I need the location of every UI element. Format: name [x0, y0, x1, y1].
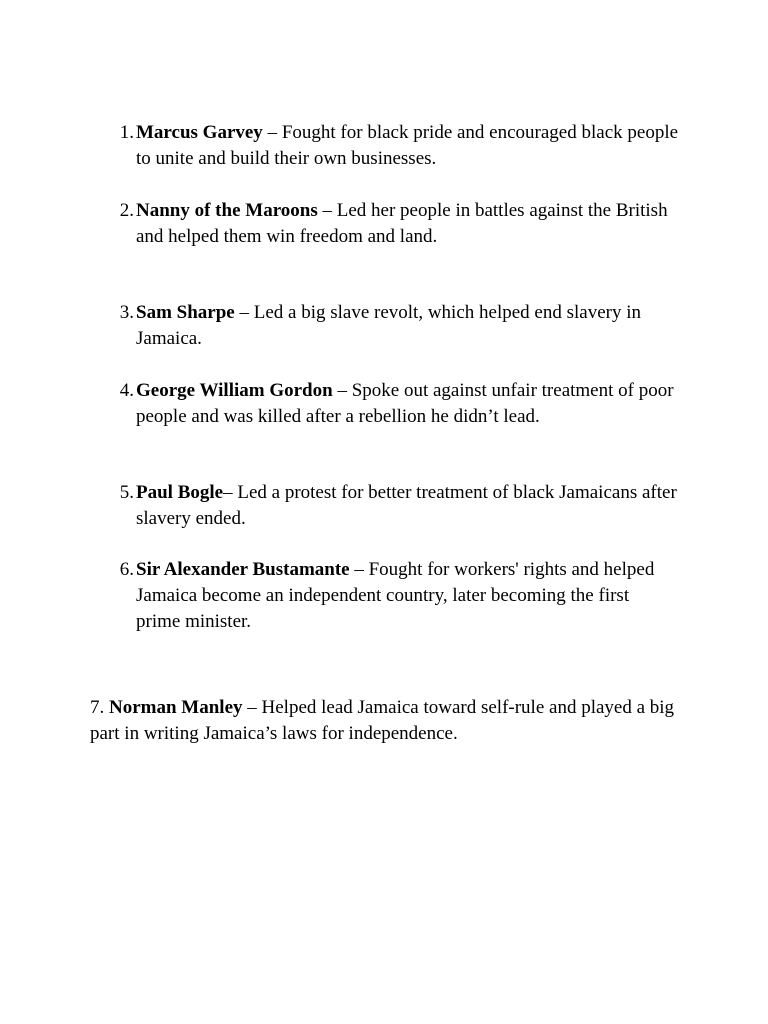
person-name: Marcus Garvey [136, 122, 263, 143]
list-number: 3. [119, 302, 134, 323]
person-description: – Fought for workers' rights and helped Jamaica become an independent country, later becoming the first prime minister. [136, 559, 655, 632]
person-description: – Spoke out against unfair treatment of poor people and was killed after a rebellion he didn’t lead. [136, 380, 674, 427]
person-description: – Fought for black pride and encouraged black people to unite and build their own businesses. [136, 122, 679, 169]
list-item [119, 300, 686, 352]
person-description: – Led a big slave revolt, which helped end slavery in Jamaica. [136, 302, 641, 349]
person-name: Paul Bogle [136, 482, 224, 503]
list-number: 6. [119, 559, 134, 580]
list-number: 1. [119, 122, 134, 143]
person-name: Nanny of the Maroons [136, 200, 318, 221]
person-name: Sir Alexander Bustamante [136, 559, 350, 580]
list-number: 4. [119, 380, 134, 401]
list-number: 7. [90, 697, 109, 718]
person-name: Norman Manley [109, 697, 243, 718]
person-description: – Led a protest for better treatment of black Jamaicans after slavery ended. [136, 482, 677, 529]
list-item [119, 480, 686, 532]
list-item [119, 198, 686, 250]
list-number: 5. [119, 482, 134, 503]
person-name: Sam Sharpe [136, 302, 235, 323]
person-name: George William Gordon [136, 380, 333, 401]
list-item [90, 695, 690, 747]
person-description: – Helped lead Jamaica toward self-rule and played a big part in writing Jamaica’s laws for independence. [90, 697, 675, 744]
list-number: 2. [119, 200, 134, 221]
list-item [119, 378, 686, 430]
list-item [119, 557, 666, 635]
person-description: – Led her people in battles against the British and helped them win freedom and land. [136, 200, 668, 247]
list-item [119, 120, 686, 172]
